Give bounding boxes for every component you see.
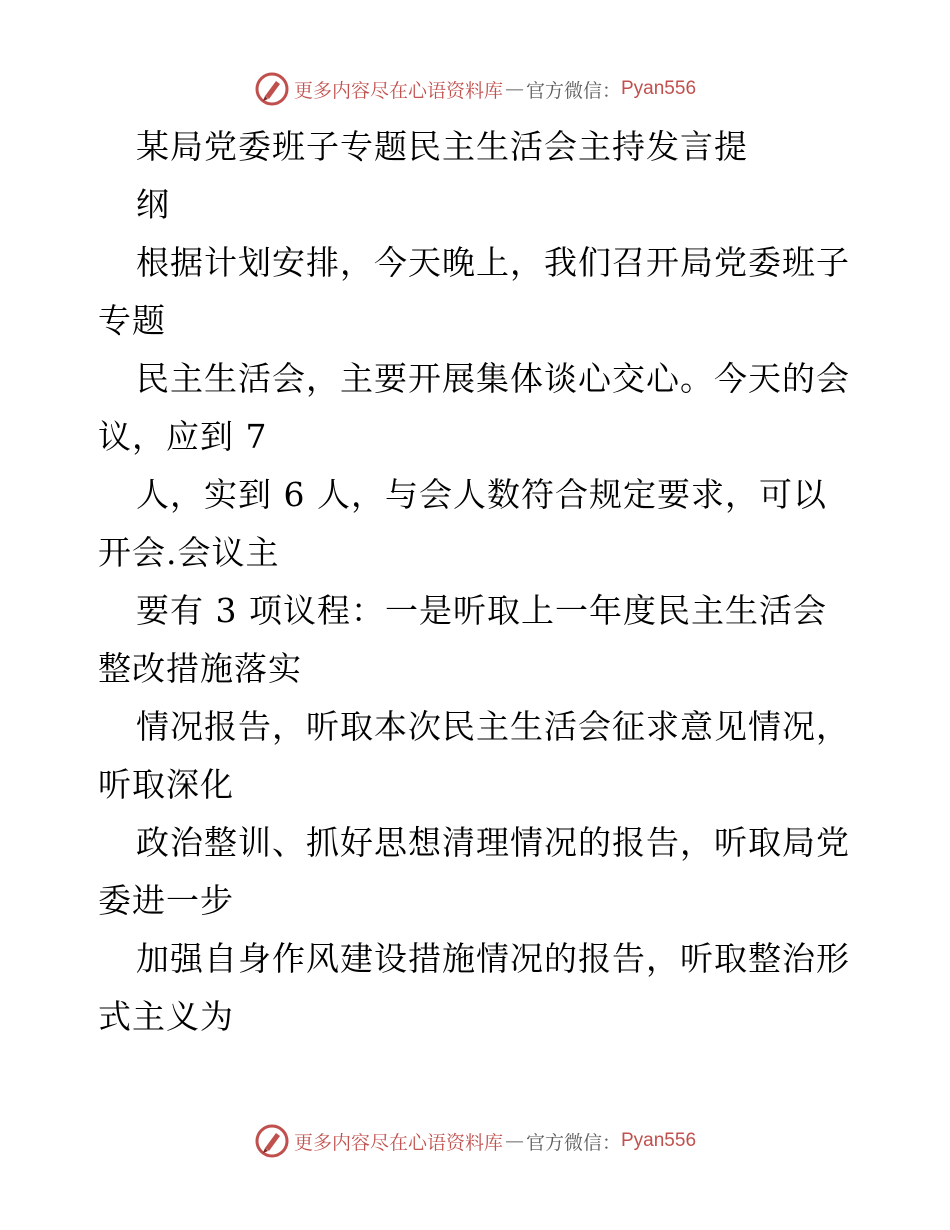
paragraph-line: 加强自身作风建设措施情况的报告，听取整治形 xyxy=(136,939,850,978)
paragraph-line: 式主义为 xyxy=(98,997,234,1036)
header-watermark xyxy=(0,69,950,109)
watermark-dash: — xyxy=(504,1130,524,1152)
paragraph-line: 专题 xyxy=(98,301,166,340)
paragraph-line: 根据计划安排，今天晚上，我们召开局党委班子 xyxy=(136,243,850,282)
watermark-wechat-label: 官方微信： xyxy=(525,79,621,102)
paragraph-line: 政治整训、抓好思想清理情况的报告，听取局党 xyxy=(136,823,850,862)
paragraph-line: 议，应到 7 xyxy=(98,417,268,456)
watermark-wechat-id: Pyan556 xyxy=(621,78,697,99)
document-title-line-2: 纲 xyxy=(136,185,170,224)
watermark-site-text: 更多内容尽在心语资料库 xyxy=(293,79,503,102)
paragraph-line: 人，实到 6 人，与会人数符合规定要求，可以 xyxy=(136,475,827,514)
paragraph-line: 情况报告，听取本次民主生活会征求意见情况， xyxy=(136,707,850,746)
pen-circle-logo-icon xyxy=(254,1123,290,1159)
document-title-line-1: 某局党委班子专题民主生活会主持发言提 xyxy=(136,127,748,166)
pen-circle-logo-icon xyxy=(254,71,290,107)
watermark-wechat-id: Pyan556 xyxy=(621,1130,697,1151)
footer-watermark xyxy=(0,1121,950,1161)
watermark-wechat-label: 官方微信： xyxy=(525,1131,621,1154)
paragraph-line: 民主生活会，主要开展集体谈心交心。今天的会 xyxy=(136,359,850,398)
document-body xyxy=(98,118,858,1046)
paragraph-line: 委进一步 xyxy=(98,881,234,920)
paragraph-line: 开会.会议主 xyxy=(98,533,280,572)
paragraph-line: 整改措施落实 xyxy=(98,649,302,688)
paragraph-line: 听取深化 xyxy=(98,765,234,804)
watermark-dash: — xyxy=(504,78,524,100)
watermark-site-text: 更多内容尽在心语资料库 xyxy=(293,1131,503,1154)
paragraph-line: 要有 3 项议程：一是听取上一年度民主生活会 xyxy=(136,591,827,630)
